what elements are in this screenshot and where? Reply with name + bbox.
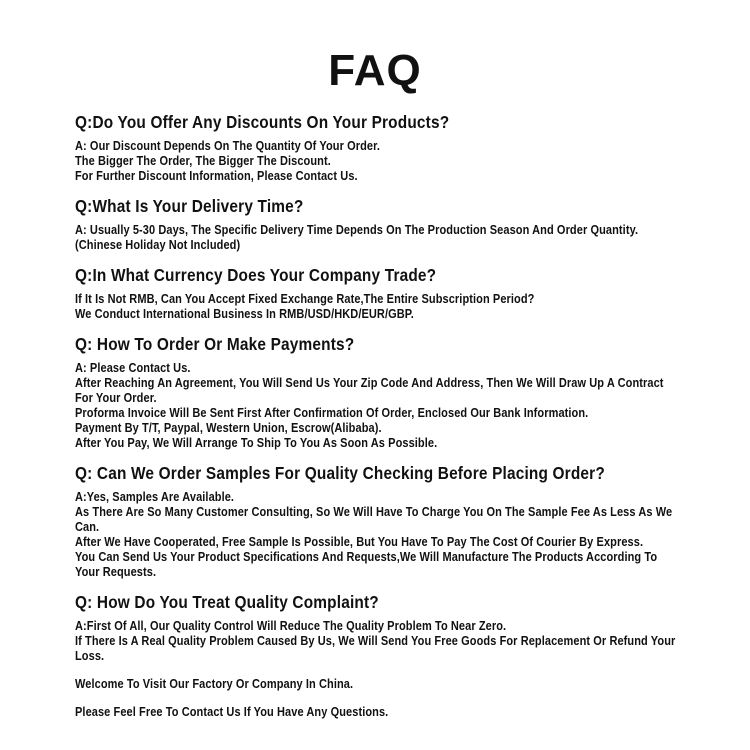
faq-section-delivery-time (75, 196, 682, 253)
faq-answer-line: A:Yes, Samples Are Available. (75, 490, 235, 504)
faq-answer-line: If There Is A Real Quality Problem Caused By Us, We Will Send You Free Goods For Replacement Or Refund Your (75, 634, 676, 648)
faq-answer-line: After We Have Cooperated, Free Sample Is Possible, But You Have To Pay The Cost Of Courier By Express. (75, 535, 644, 549)
faq-answer-line: (Chinese Holiday Not Included) (75, 238, 241, 252)
faq-question: Q: Can We Order Samples For Quality Checking Before Placing Order? (75, 463, 605, 483)
page-title: FAQ (328, 46, 422, 95)
faq-answer (75, 361, 682, 451)
faq-answer-line: A: Our Discount Depends On The Quantity Of Your Order. (75, 139, 381, 153)
faq-answer-line: A:First Of All, Our Quality Control Will Reduce The Quality Problem To Near Zero. (75, 619, 507, 633)
faq-section-discounts (75, 112, 682, 184)
faq-answer-line: Payment By T/T, Paypal, Western Union, Escrow(Alibaba). (75, 421, 382, 435)
faq-question: Q:In What Currency Does Your Company Trade? (75, 265, 437, 285)
faq-answer-line: For Your Order. (75, 391, 157, 405)
faq-answer (75, 490, 682, 580)
faq-answer (75, 223, 682, 253)
faq-answer-line: A: Please Contact Us. (75, 361, 191, 375)
faq-section-quality-complaint (75, 592, 682, 664)
faq-answer-line: A: Usually 5-30 Days, The Specific Delivery Time Depends On The Production Season And Order Quantity. (75, 223, 639, 237)
faq-section-currency (75, 265, 682, 322)
faq-note-visit-factory: Welcome To Visit Our Factory Or Company In China. (75, 677, 354, 691)
faq-section-samples (75, 463, 682, 580)
faq-question: Q: How To Order Or Make Payments? (75, 334, 355, 354)
faq-question: Q: How Do You Treat Quality Complaint? (75, 592, 379, 612)
faq-answer-line: As There Are So Many Customer Consulting, So We Will Have To Charge You On The Sample Fee As Less As We (75, 505, 673, 519)
faq-note-contact-us: Please Feel Free To Contact Us If You Have Any Questions. (75, 705, 389, 719)
faq-answer-line: We Conduct International Business In RMB/USD/HKD/EUR/GBP. (75, 307, 414, 321)
faq-answer-line: The Bigger The Order, The Bigger The Discount. (75, 154, 331, 168)
faq-answer-line: You Can Send Us Your Product Specifications And Requests,We Will Manufacture The Products According To (75, 550, 658, 564)
faq-answer-line: Loss. (75, 649, 105, 663)
faq-answer (75, 139, 682, 184)
faq-answer (75, 619, 682, 664)
faq-answer-line: After Reaching An Agreement, You Will Send Us Your Zip Code And Address, Then We Will Draw Up A Contract (75, 376, 664, 390)
faq-content (75, 112, 682, 720)
faq-answer (75, 292, 682, 322)
faq-answer-line: Can. (75, 520, 100, 534)
faq-answer-line: If It Is Not RMB, Can You Accept Fixed Exchange Rate,The Entire Subscription Period? (75, 292, 535, 306)
faq-answer-line: After You Pay, We Will Arrange To Ship To You As Soon As Possible. (75, 436, 438, 450)
faq-answer-line: Proforma Invoice Will Be Sent First After Confirmation Of Order, Enclosed Our Bank Information. (75, 406, 589, 420)
faq-answer-line: Your Requests. (75, 565, 157, 579)
faq-question: Q:Do You Offer Any Discounts On Your Products? (75, 112, 450, 132)
faq-section-order-payments (75, 334, 682, 451)
faq-question: Q:What Is Your Delivery Time? (75, 196, 304, 216)
faq-answer-line: For Further Discount Information, Please Contact Us. (75, 169, 358, 183)
